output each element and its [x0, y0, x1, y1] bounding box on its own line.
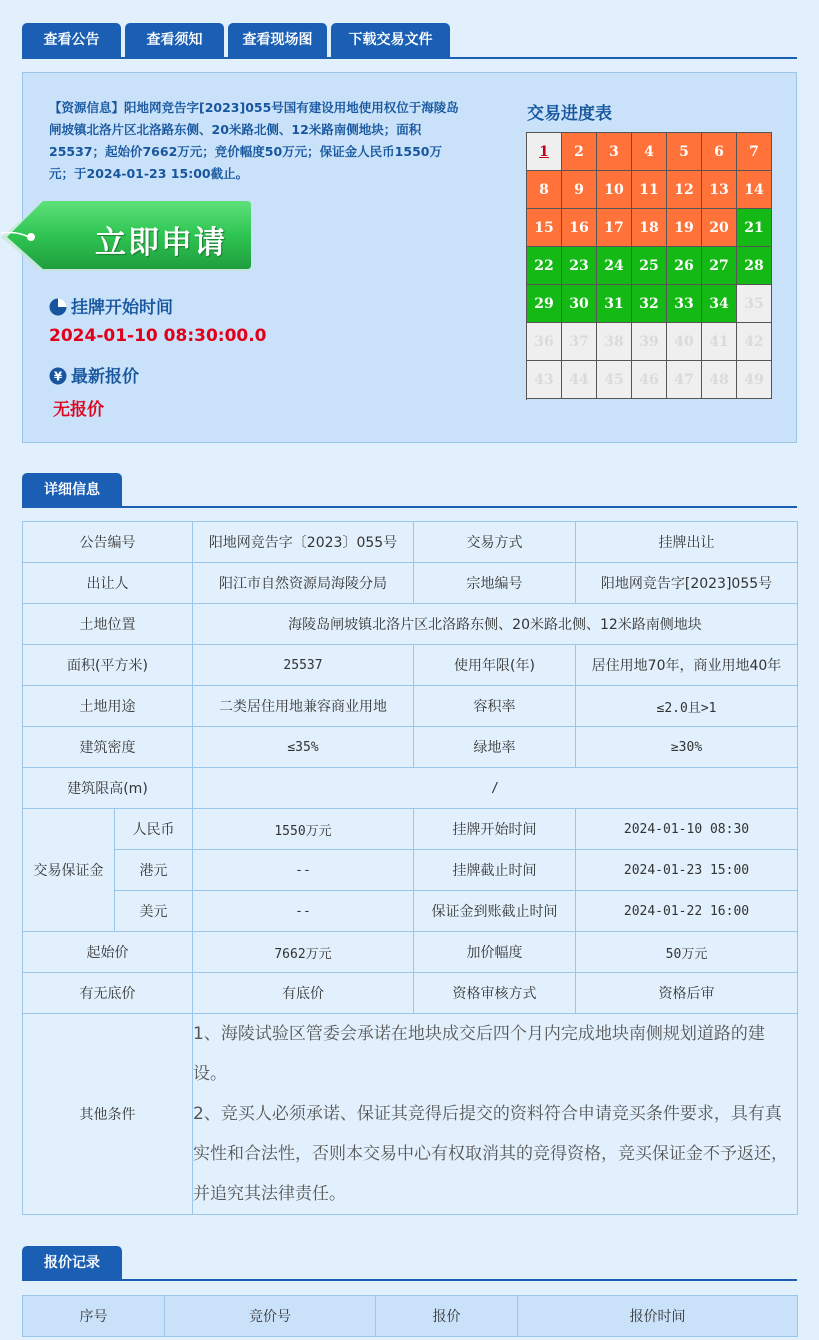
tabs-underline	[22, 57, 797, 59]
progress-day-cell: 42	[737, 323, 772, 361]
cell-label: 交易方式	[414, 522, 576, 563]
cell-label: 使用年限(年)	[414, 645, 576, 686]
progress-day-cell: 18	[632, 209, 667, 247]
cell-value: 2024-01-23 15:00	[576, 850, 798, 891]
table-row	[23, 850, 798, 891]
quote-table	[22, 1295, 798, 1337]
table-row	[23, 645, 798, 686]
cell-label: 土地位置	[23, 604, 193, 645]
cell-label: 港元	[115, 850, 193, 891]
progress-day-cell: 27	[702, 247, 737, 285]
cell-value: 居住用地70年，商业用地40年	[576, 645, 798, 686]
cell-label: 人民币	[115, 809, 193, 850]
clock-pie-icon	[49, 298, 67, 316]
resource-info-text: 【资源信息】阳地网竞告字[2023]055号国有建设用地使用权位于海陵岛闸坡镇北洛片区北洛路东侧、20米路北侧、12米路南侧地块；面积25537；起始价7662万元；竞价幅度50万元；保证金人民币1550万元；于2024-01-23 15:00截止。	[49, 100, 459, 181]
progress-day-cell: 34	[702, 285, 737, 323]
detail-section-line	[22, 506, 797, 508]
table-row	[23, 768, 798, 809]
other-conditions	[193, 1014, 798, 1215]
cell-value: ≤35%	[193, 727, 414, 768]
cell-value: 资格后审	[576, 973, 798, 1014]
cell-value: 阳地网竞告字[2023]055号	[576, 563, 798, 604]
progress-day-cell: 33	[667, 285, 702, 323]
progress-day-cell: 47	[667, 361, 702, 399]
condition-1: 1、海陵试验区管委会承诺在地块成交后四个月内完成地块南侧规划道路的建设。	[193, 1024, 765, 1084]
col-header: 报价	[376, 1296, 518, 1337]
progress-day-cell: 21	[737, 209, 772, 247]
progress-day-cell[interactable]: 1	[527, 133, 562, 171]
cell-label: 资格审核方式	[414, 973, 576, 1014]
cell-label: 面积(平方米)	[23, 645, 193, 686]
listing-start-value: 2024-01-10 08:30:00.0	[49, 326, 267, 346]
table-row	[23, 686, 798, 727]
cell-value: 阳江市自然资源局海陵分局	[193, 563, 414, 604]
cell-value: 2024-01-10 08:30	[576, 809, 798, 850]
progress-day-cell: 39	[632, 323, 667, 361]
progress-day-cell: 38	[597, 323, 632, 361]
detail-section-tab[interactable]: 详细信息	[22, 473, 122, 507]
progress-day-cell: 2	[562, 133, 597, 171]
progress-day-cell: 45	[597, 361, 632, 399]
progress-day-cell: 19	[667, 209, 702, 247]
cell-label: 公告编号	[23, 522, 193, 563]
cell-label: 出让人	[23, 563, 193, 604]
cell-label: 土地用途	[23, 686, 193, 727]
cell-value: 50万元	[576, 932, 798, 973]
cell-value: 阳地网竞告字〔2023〕055号	[193, 522, 414, 563]
tab-view-site-map[interactable]: 查看现场图	[228, 23, 327, 58]
progress-day-cell: 12	[667, 171, 702, 209]
progress-day-cell: 13	[702, 171, 737, 209]
cell-label: 有无底价	[23, 973, 193, 1014]
condition-2: 2、竞买人必须承诺、保证其竞得后提交的资料符合申请竞买条件要求，具有真实性和合法性，否则本交易中心有权取消其的竞得资格，竞买保证金不予返还，并追究其法律责任。	[193, 1104, 788, 1204]
progress-day-cell: 14	[737, 171, 772, 209]
cell-label: 建筑密度	[23, 727, 193, 768]
cell-label: 容积率	[414, 686, 576, 727]
progress-day-cell: 6	[702, 133, 737, 171]
progress-day-cell: 25	[632, 247, 667, 285]
cell-label: 挂牌开始时间	[414, 809, 576, 850]
table-row	[23, 891, 798, 932]
progress-day-cell: 43	[527, 361, 562, 399]
yen-icon	[49, 367, 67, 385]
table-row	[23, 1014, 798, 1215]
table-row	[23, 522, 798, 563]
cell-value: 25537	[193, 645, 414, 686]
listing-start-label: 挂牌开始时间	[49, 296, 173, 320]
progress-day-cell: 20	[702, 209, 737, 247]
progress-day-cell: 17	[597, 209, 632, 247]
quote-section-line	[22, 1279, 797, 1281]
progress-day-cell: 48	[702, 361, 737, 399]
table-row	[23, 563, 798, 604]
progress-day-cell: 24	[597, 247, 632, 285]
progress-day-cell: 3	[597, 133, 632, 171]
detail-table	[22, 521, 798, 1215]
cell-value: 7662万元	[193, 932, 414, 973]
cell-label: 宗地编号	[414, 563, 576, 604]
table-row	[23, 973, 798, 1014]
resource-panel	[22, 72, 797, 443]
progress-day-cell: 10	[597, 171, 632, 209]
cell-label: 美元	[115, 891, 193, 932]
progress-day-cell: 4	[632, 133, 667, 171]
progress-day-cell: 37	[562, 323, 597, 361]
table-row	[23, 727, 798, 768]
progress-day-cell: 9	[562, 171, 597, 209]
svg-text:¥: ¥	[53, 369, 63, 384]
cell-value: --	[193, 891, 414, 932]
progress-day-cell: 29	[527, 285, 562, 323]
cell-label: 保证金到账截止时间	[414, 891, 576, 932]
progress-day-cell: 16	[562, 209, 597, 247]
cell-label: 挂牌截止时间	[414, 850, 576, 891]
progress-day-cell: 5	[667, 133, 702, 171]
cell-label: 绿地率	[414, 727, 576, 768]
progress-day-cell: 41	[702, 323, 737, 361]
tab-view-notice[interactable]: 查看须知	[125, 23, 224, 58]
progress-day-cell: 11	[632, 171, 667, 209]
progress-day-cell: 15	[527, 209, 562, 247]
cell-value: ≤2.0且>1	[576, 686, 798, 727]
progress-day-cell: 23	[562, 247, 597, 285]
progress-day-cell: 44	[562, 361, 597, 399]
progress-day-cell: 46	[632, 361, 667, 399]
cell-value: 挂牌出让	[576, 522, 798, 563]
tab-view-announcement[interactable]: 查看公告	[22, 23, 121, 58]
progress-day-cell: 8	[527, 171, 562, 209]
cell-label: 加价幅度	[414, 932, 576, 973]
quote-section-tab[interactable]: 报价记录	[22, 1246, 122, 1280]
cell-value: --	[193, 850, 414, 891]
progress-day-cell: 35	[737, 285, 772, 323]
apply-now-button[interactable]	[1, 201, 251, 273]
tab-download-files[interactable]: 下载交易文件	[331, 23, 450, 58]
col-header: 序号	[23, 1296, 165, 1337]
apply-now-label: 立即申请	[95, 225, 227, 261]
progress-day-cell: 31	[597, 285, 632, 323]
table-header-row	[23, 1296, 798, 1337]
progress-day-cell: 30	[562, 285, 597, 323]
progress-title: 交易进度表	[527, 104, 612, 124]
progress-day-cell: 22	[527, 247, 562, 285]
cell-label: 其他条件	[23, 1014, 193, 1215]
cell-value: 二类居住用地兼容商业用地	[193, 686, 414, 727]
progress-day-cell: 7	[737, 133, 772, 171]
latest-quote-label: ¥ 最新报价	[49, 365, 139, 389]
progress-day-cell: 32	[632, 285, 667, 323]
progress-day-cell: 26	[667, 247, 702, 285]
col-header: 报价时间	[518, 1296, 798, 1337]
cell-label: 交易保证金	[23, 809, 115, 932]
progress-day-cell: 49	[737, 361, 772, 399]
cell-value: 2024-01-22 16:00	[576, 891, 798, 932]
cell-value: 有底价	[193, 973, 414, 1014]
cell-value: ≥30%	[576, 727, 798, 768]
table-row	[23, 932, 798, 973]
cell-value: /	[193, 768, 798, 809]
progress-day-cell: 36	[527, 323, 562, 361]
table-row	[23, 604, 798, 645]
cell-value: 1550万元	[193, 809, 414, 850]
cell-label: 起始价	[23, 932, 193, 973]
progress-day-cell: 40	[667, 323, 702, 361]
cell-label: 建筑限高(m)	[23, 768, 193, 809]
cell-value: 海陵岛闸坡镇北洛片区北洛路东侧、20米路北侧、12米路南侧地块	[193, 604, 798, 645]
progress-day-cell: 28	[737, 247, 772, 285]
progress-grid	[526, 132, 772, 400]
latest-quote-value: 无报价	[53, 400, 104, 420]
col-header: 竞价号	[165, 1296, 376, 1337]
table-row	[23, 809, 798, 850]
